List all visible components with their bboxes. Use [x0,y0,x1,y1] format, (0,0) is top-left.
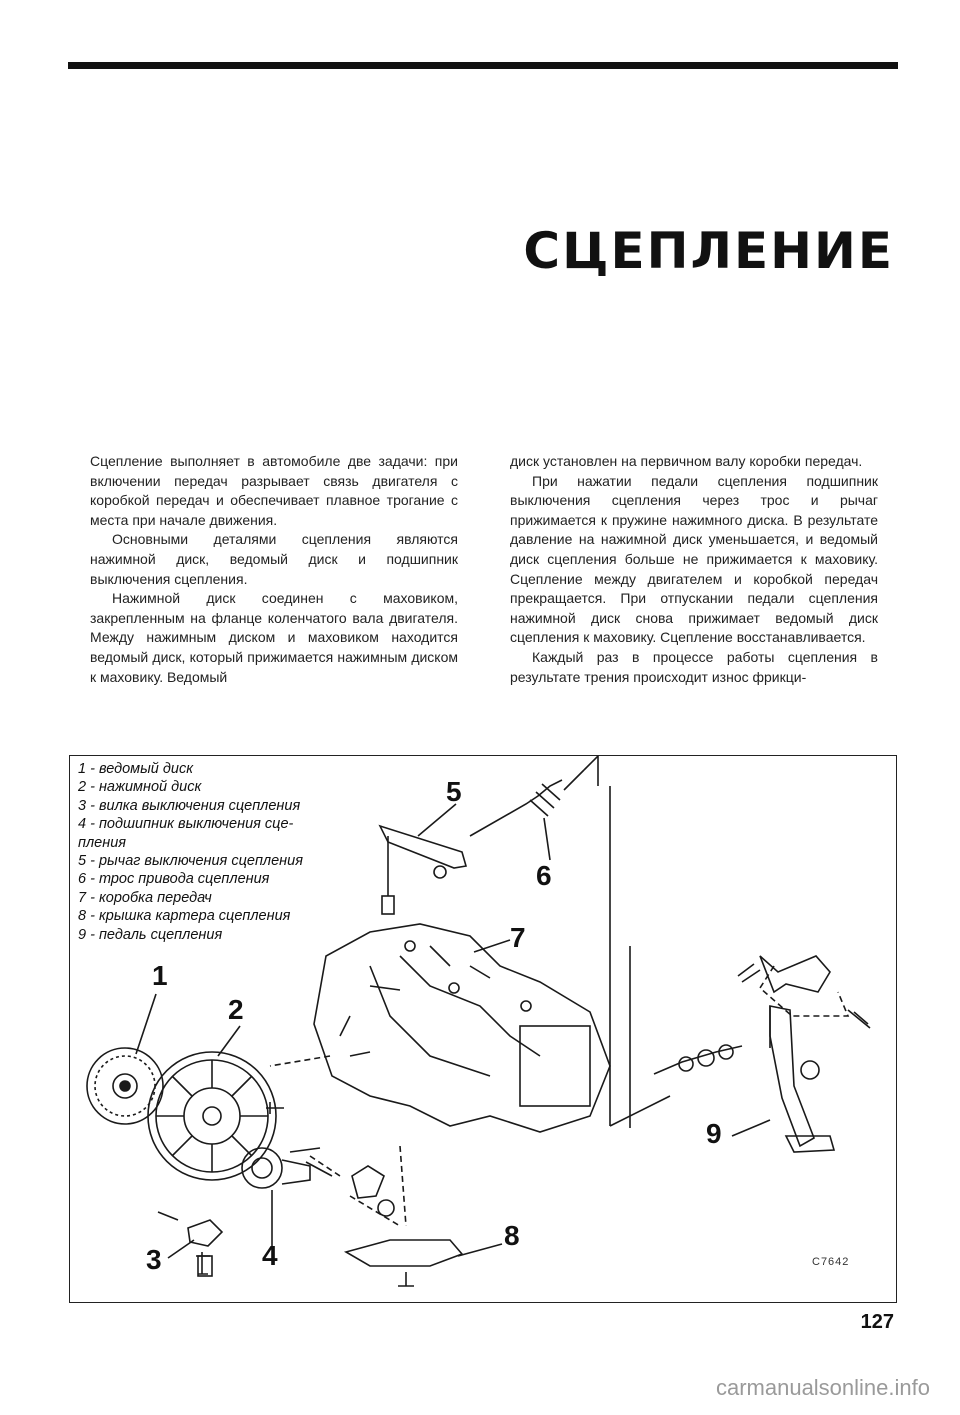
leader-line-8 [458,1244,502,1256]
housing-cover-illustration [346,1240,462,1286]
callout-9: 9 [706,1118,722,1149]
text-column-left [90,452,458,687]
legend-item: 3 - вилка выключения сцепления [78,797,301,814]
gearbox-housing-illustration [290,924,610,1216]
leader-line-9 [732,1120,770,1136]
legend-item: 1 - ведомый диск [78,761,194,777]
leader-line-5 [418,804,456,836]
legend-item: 2 - нажимной диск [78,779,202,796]
page-title: СЦЕПЛЕНИЕ [523,222,894,280]
release-lever-illustration [380,826,466,914]
clutch-cable-illustration [470,756,598,836]
callout-5: 5 [446,776,462,807]
legend-item: 9 - педаль сцепления [78,926,223,943]
callout-6: 6 [536,860,552,891]
callout-8: 8 [504,1220,520,1251]
legend-item: 5 - рычаг выключения сцепления [78,853,303,870]
figure-code: C7642 [812,1256,850,1268]
figure-legend [78,760,303,944]
watermark: carmanualsonline.info [715,1375,930,1400]
callout-1: 1 [152,960,168,991]
pressure-plate-illustration [148,1052,276,1180]
legend-item: 6 - трос привода сцепления [78,871,270,888]
paragraph: Сцепление выполняет в автомобиле две задачи: при включении передач разрывает связь двигателя с коробкой передач и обеспечивает плавное трогание с места при начале движения. [90,453,458,528]
release-fork-illustration [158,1212,222,1276]
legend-item: пления [78,834,127,851]
leader-line-2 [218,1026,240,1056]
leader-line-1 [136,994,156,1054]
callout-7: 7 [510,922,526,953]
legend-item: 4 - подшипник выключения сце- [78,816,294,833]
callout-4: 4 [262,1240,278,1271]
paragraph: Нажимной диск соединен с маховиком, закрепленным на фланце коленчатого вала двигателя. Между нажимным диском и маховиком находится ведомый диск, который прижимается нажимным диском к маховику. Ведомый [90,590,458,685]
header-rule [68,62,898,69]
legend-item: 7 - коробка передач [78,889,212,906]
paragraph: диск установлен на первичном валу коробки передач. [510,453,863,469]
paragraph: Каждый раз в процессе работы сцепления в результате трения происходит износ фрикци- [510,648,878,685]
paragraph: Основными деталями сцепления являются нажимной диск, ведомый диск и подшипник выключения сцепления. [90,531,458,587]
clutch-pedal-illustration [630,946,870,1152]
legend-item: 8 - крышка картера сцепления [78,908,291,925]
paragraph: При нажатии педали сцепления подшипник выключения сцепления через трос и рычаг прижимается к пружине нажимного диска. В результате давление на нажимной диск уменьшается, и ведомый диск сцепления больше не прижимается к маховику. Сцепление между двигателем и коробкой передач прекращается. При отпускании педали сцепления нажимной диск снова прижимает ведомый диск сцепления к маховику. Сцепление восстанавливается. [510,472,878,646]
driven-disc-illustration [87,1048,163,1124]
page-number: 127 [860,1311,894,1333]
callout-2: 2 [228,994,244,1025]
clutch-diagram-figure [69,755,897,1303]
text-column-right [510,452,878,687]
callout-3: 3 [146,1244,162,1275]
leader-line-3 [168,1240,194,1258]
leader-line-6 [544,818,550,860]
